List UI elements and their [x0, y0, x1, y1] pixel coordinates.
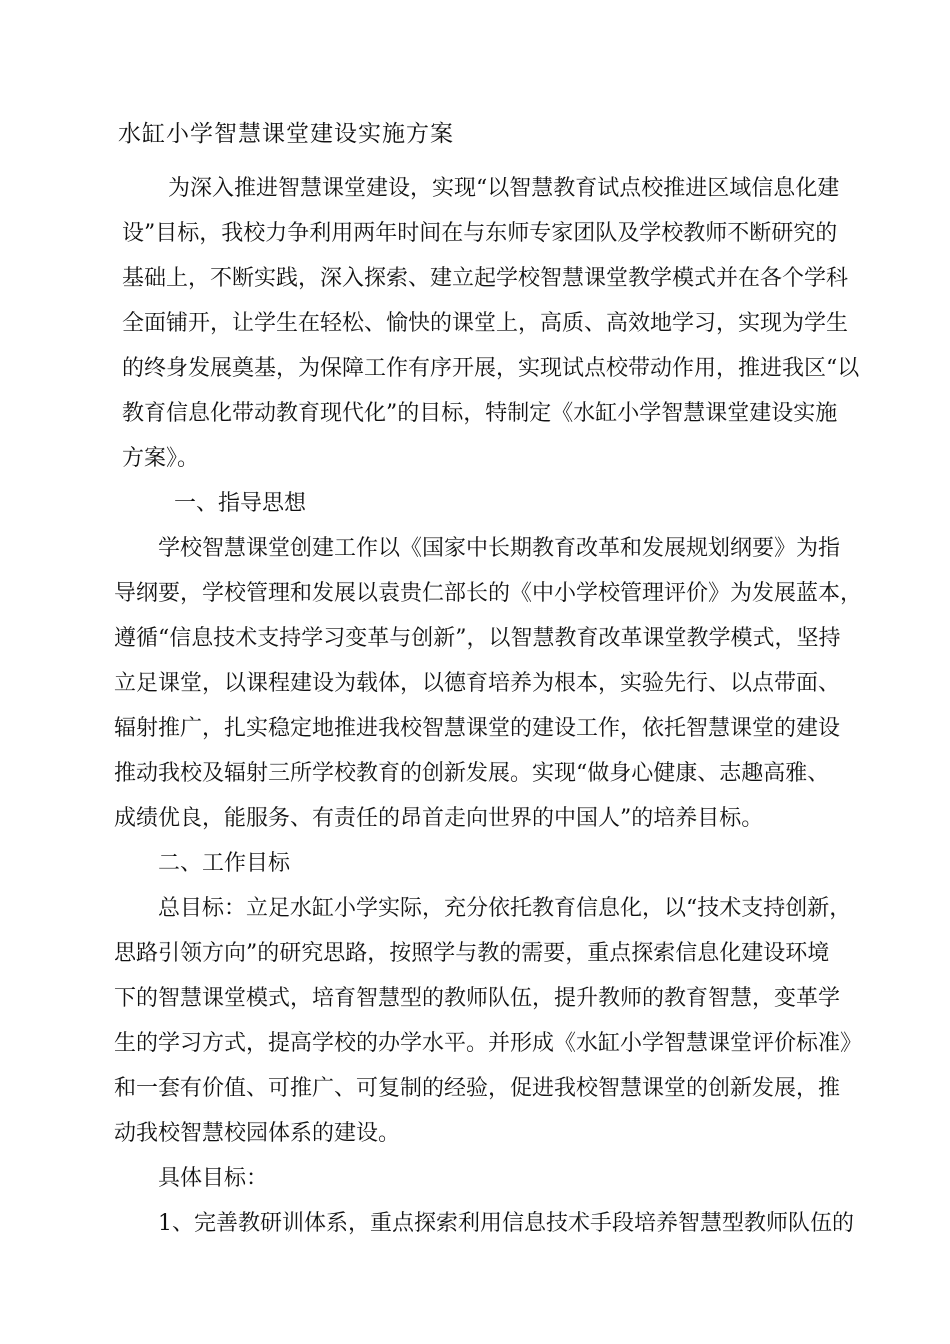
body-line: 生的学习方式，提高学校的办学水平。并形成《水缸小学智慧课堂评价标准》	[114, 1031, 863, 1056]
section-heading: 二、工作目标	[158, 851, 291, 876]
body-line: 为深入推进智慧课堂建设，实现“以智慧教育试点校推进区域信息化建	[168, 176, 840, 201]
body-line: 立足课堂，以课程建设为载体，以德育培养为根本，实验先行、以点带面、	[114, 671, 841, 696]
body-line: 遵循“信息技术支持学习变革与创新”，以智慧教育改革课堂教学模式，坚持	[114, 626, 841, 651]
document-title: 水缸小学智慧课堂建设实施方案	[118, 121, 454, 147]
body-line: 学校智慧课堂创建工作以《国家中长期教育改革和发展规划纲要》为指	[158, 536, 841, 561]
body-line: 总目标：立足水缸小学实际，充分依托教育信息化，以“技术支持创新，	[158, 896, 852, 921]
body-line: 辐射推广，扎实稳定地推进我校智慧课堂的建设工作，依托智慧课堂的建设	[114, 716, 841, 741]
body-line: 和一套有价值、可推广、可复制的经验，促进我校智慧课堂的创新发展，推	[114, 1076, 841, 1101]
body-line: 教育信息化带动教育现代化”的目标，特制定《水缸小学智慧课堂建设实施	[122, 401, 838, 426]
body-line: 方案》。	[122, 446, 200, 471]
body-line: 下的智慧课堂模式，培育智慧型的教师队伍，提升教师的教育智慧，变革学	[114, 986, 841, 1011]
body-line: 全面铺开，让学生在轻松、愉快的课堂上，高质、高效地学习，实现为学生	[122, 311, 849, 336]
body-line: 动我校智慧校园体系的建设。	[114, 1121, 401, 1146]
body-line: 思路引领方向”的研究思路，按照学与教的需要，重点探索信息化建设环境	[114, 941, 830, 966]
body-line: 导纲要，学校管理和发展以袁贵仁部长的《中小学校管理评价》为发展蓝本，	[114, 581, 863, 606]
body-line: 基础上，不断实践，深入探索、建立起学校智慧课堂教学模式并在各个学科	[122, 266, 849, 291]
body-line: 1、完善教研训体系，重点探索利用信息技术手段培养智慧型教师队伍的	[158, 1211, 854, 1236]
body-line: 成绩优良，能服务、有责任的昂首走向世界的中国人”的培养目标。	[114, 806, 764, 831]
section-heading: 一、指导思想	[174, 491, 307, 516]
subsection-heading: 具体目标：	[158, 1166, 269, 1191]
body-line: 设”目标，我校力争利用两年时间在与东师专家团队及学校教师不断研究的	[122, 221, 838, 246]
body-line: 的终身发展奠基，为保障工作有序开展，实现试点校带动作用，推进我区“以	[122, 356, 860, 381]
body-line: 推动我校及辐射三所学校教育的创新发展。实现“做身心健康、志趣高雅、	[114, 761, 830, 786]
